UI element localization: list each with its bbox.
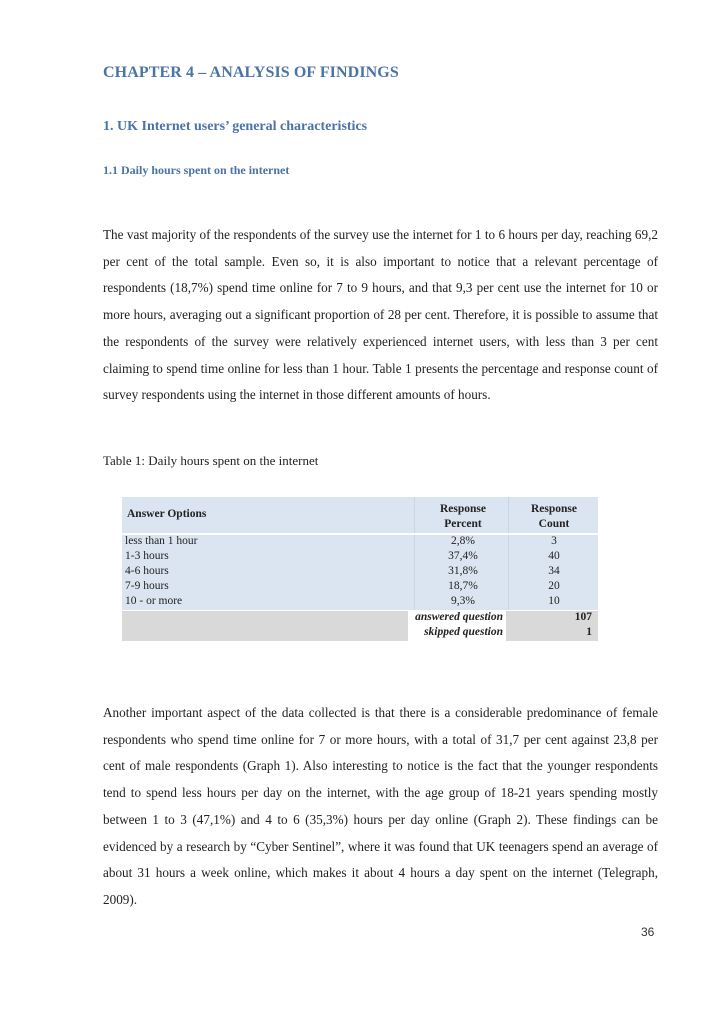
answered-label: answered question [415, 611, 503, 623]
header-response-percent-line2: Percent [444, 518, 482, 530]
table-body [122, 535, 598, 610]
paragraph-gender-age: Another important aspect of the data collected is that there is a considerable predominance of female respondents who spend time online for 7 or more hours, with a total of 31,7 per cent against 23,8 per cent of male respondents (Graph 1). Also interesting to notice is the fact that the younger respondents tend to spend less hours per day on the internet, with the age group of 18-21 years spending mostly between 1 to 3 (47,1%) and 4 to 6 (35,3%) hours per day online (Graph 2). These findings can be evidenced by a research by “Cyber Sentinel”, where it was found that UK teenagers spend an average of about 31 hours a week online, which makes it about 4 hours a day spent on the internet (Telegraph, 2009). [103, 705, 658, 907]
row-count: 10 [548, 595, 560, 607]
table-summary [122, 611, 598, 641]
page-number: 36 [641, 925, 655, 939]
row-option: 10 - or more [125, 595, 183, 607]
header-response-percent-line1: Response [439, 503, 486, 515]
row-count: 40 [548, 550, 560, 562]
skipped-label: skipped question [424, 626, 503, 638]
table-row [122, 580, 598, 595]
header-response-count-line1: Response [530, 503, 577, 515]
paragraph-daily-hours: The vast majority of the respondents of the survey use the internet for 1 to 6 hours per day, reaching 69,2 per cent of the total sample. Even so, it is also important to notice that a relevant percentage of respondents (18,7%) spend time online for 7 to 9 hours, and that 9,3 per cent use the internet for 10 or more hours, averaging out a significant proportion of 28 per cent. Therefore, it is possible to assume that the respondents of the survey were relatively experienced internet users, with less than 3 per cent claiming to spend time online for less than 1 hour. Table 1 presents the percentage and response count of survey respondents using the internet in those different amounts of hours. [103, 227, 658, 403]
row-percent: 31,8% [448, 565, 478, 577]
answered-row [122, 611, 598, 626]
header-divider [414, 497, 415, 533]
answered-value: 107 [574, 611, 592, 623]
row-percent: 18,7% [448, 580, 478, 592]
row-percent: 2,8% [451, 535, 475, 547]
header-response-count-line2: Count [538, 518, 570, 530]
header-divider [508, 497, 509, 533]
row-option: 4-6 hours [125, 565, 169, 577]
row-percent: 9,3% [451, 595, 475, 607]
table-header-row [122, 497, 598, 533]
row-percent: 37,4% [448, 550, 478, 562]
row-option: 1-3 hours [125, 550, 169, 562]
daily-hours-table [122, 497, 598, 641]
table-row [122, 565, 598, 580]
header-response-count [510, 502, 598, 532]
table-row [122, 535, 598, 550]
row-count: 3 [551, 535, 557, 547]
skipped-value: 1 [586, 626, 592, 638]
chapter-title: CHAPTER 4 – ANALYSIS OF FINDINGS [103, 64, 399, 81]
row-option: 7-9 hours [125, 580, 169, 592]
section-title: 1. UK Internet users’ general characteristics [103, 119, 368, 134]
header-answer-options: Answer Options [127, 508, 207, 520]
table-row [122, 550, 598, 565]
skipped-row [122, 626, 598, 641]
table-caption: Table 1: Daily hours spent on the internet [103, 453, 319, 468]
subsection-title: 1.1 Daily hours spent on the internet [103, 163, 290, 177]
row-count: 20 [548, 580, 560, 592]
row-option: less than 1 hour [125, 535, 198, 547]
table-row [122, 595, 598, 610]
header-response-percent [420, 502, 506, 532]
row-count: 34 [548, 565, 560, 577]
